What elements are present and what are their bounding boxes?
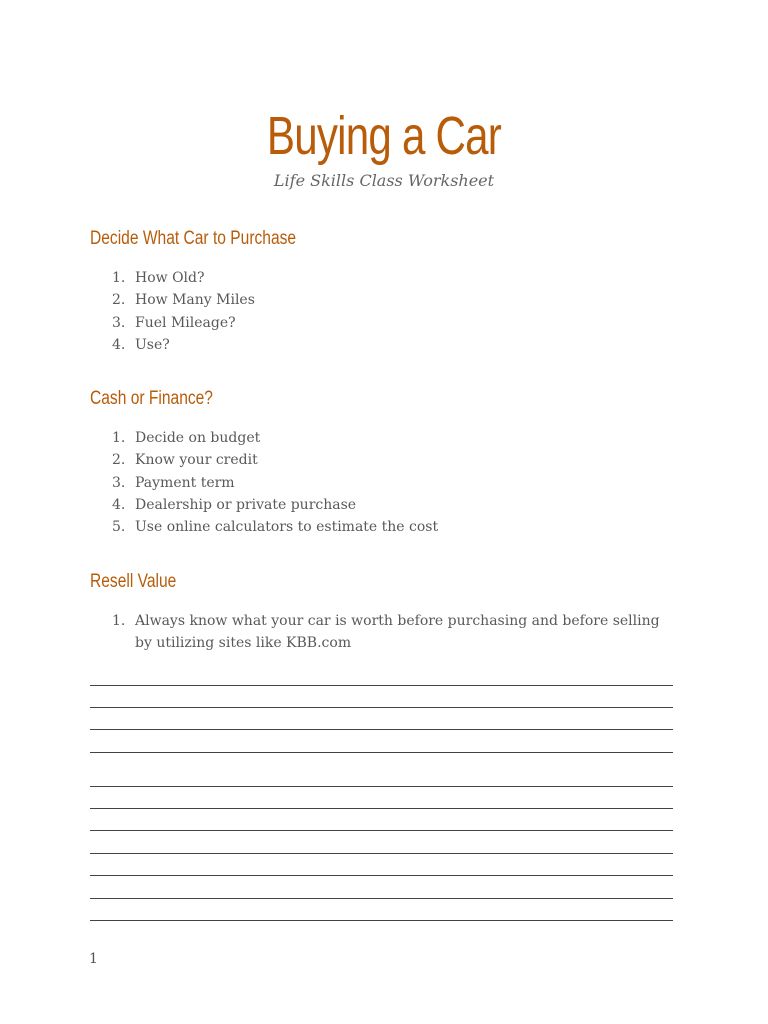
list-item	[90, 472, 660, 494]
list-item-text: How Old?	[135, 270, 205, 286]
section-heading-resell-value: Resell Value	[90, 571, 177, 592]
writing-line	[90, 685, 673, 686]
writing-line	[90, 920, 673, 921]
list-item-number: 1.	[112, 270, 126, 286]
list-item-number: 5.	[112, 519, 126, 536]
list-item	[90, 312, 660, 334]
list-item	[90, 334, 660, 356]
page-number: 1	[89, 951, 98, 967]
list-item-text: Decide on budget	[135, 430, 261, 446]
list-item-number: 2.	[112, 452, 126, 469]
writing-line	[90, 729, 673, 730]
writing-line	[90, 808, 673, 809]
list-item	[90, 494, 660, 516]
list-item	[90, 516, 660, 538]
list-item-number: 3.	[112, 314, 126, 331]
list-item-text: Fuel Mileage?	[135, 314, 236, 331]
list-item	[90, 427, 660, 449]
list-item-number: 4.	[112, 496, 126, 513]
list-item	[90, 267, 660, 289]
section-heading-cash-or-finance: Cash or Finance?	[90, 388, 213, 409]
writing-line	[90, 707, 673, 708]
list-item-text: Dealership or private purchase	[135, 496, 357, 513]
list-item-text: Payment term	[135, 474, 235, 491]
page-title: Buying a Car	[266, 106, 502, 166]
writing-line	[90, 786, 673, 787]
list-item-number: 4.	[112, 336, 126, 353]
section-heading-decide: Decide What Car to Purchase	[90, 228, 297, 249]
list-item	[90, 610, 660, 655]
list-item-number: 1.	[112, 430, 126, 446]
list-item-text: Always know what your car is worth before purchasing and before selling by utilizing sites like KBB.com	[135, 613, 660, 652]
list-item	[90, 289, 660, 311]
writing-line	[90, 875, 673, 876]
writing-line	[90, 853, 673, 854]
writing-line	[90, 898, 673, 899]
list-resell-value	[90, 610, 660, 655]
list-item-text: How Many Miles	[135, 292, 255, 309]
list-cash-or-finance	[90, 427, 660, 538]
list-item-text: Use online calculators to estimate the cost	[135, 519, 439, 536]
page-subtitle: Life Skills Class Worksheet	[273, 171, 495, 190]
list-item-number: 2.	[112, 292, 126, 309]
list-item-text: Know your credit	[135, 452, 258, 469]
writing-line	[90, 830, 673, 831]
list-item	[90, 449, 660, 471]
list-decide	[90, 267, 660, 356]
list-item-number: 3.	[112, 474, 126, 491]
list-item-number: 1.	[112, 613, 126, 629]
writing-line	[90, 752, 673, 753]
list-item-text: Use?	[135, 336, 170, 353]
